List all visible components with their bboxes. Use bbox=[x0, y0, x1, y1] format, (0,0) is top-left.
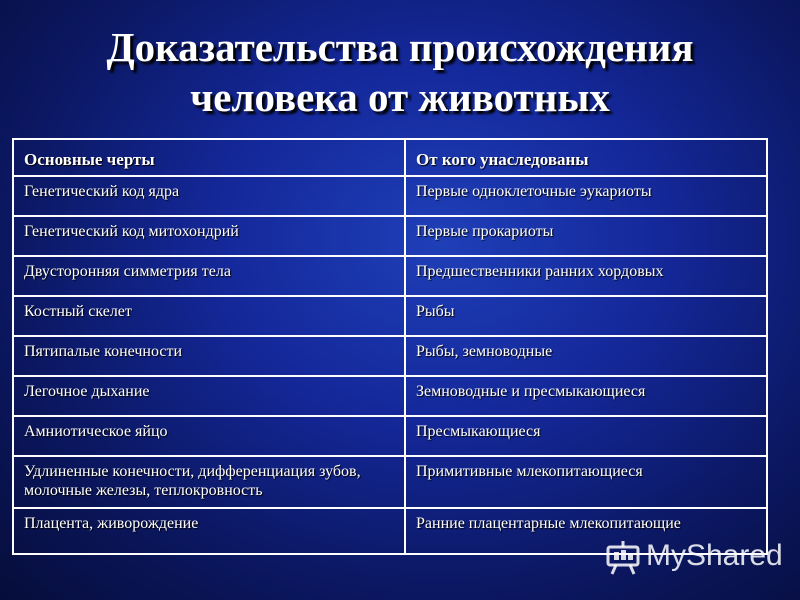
table-header-row bbox=[13, 139, 767, 176]
presentation-board-icon bbox=[606, 537, 640, 575]
table-row bbox=[13, 296, 767, 336]
slide-title-line-1: Доказательства происхождения bbox=[106, 24, 694, 70]
origin-cell: Первые одноклеточные эукариоты bbox=[405, 176, 767, 216]
myshared-watermark bbox=[606, 536, 786, 576]
table-row bbox=[13, 216, 767, 256]
slide-title-line-2: человека от животных bbox=[190, 74, 610, 120]
table-row bbox=[13, 336, 767, 376]
table-row bbox=[13, 256, 767, 296]
trait-cell: Удлиненные конечности, дифференциация зубов, молочные железы, теплокровность bbox=[13, 456, 405, 508]
trait-cell: Пятипалые конечности bbox=[13, 336, 405, 376]
origin-cell: Пресмыкающиеся bbox=[405, 416, 767, 456]
origin-cell: Предшественники ранних хордовых bbox=[405, 256, 767, 296]
trait-cell: Генетический код митохондрий bbox=[13, 216, 405, 256]
evidence-table bbox=[12, 138, 768, 555]
origin-cell: Рыбы, земноводные bbox=[405, 336, 767, 376]
origin-cell: Примитивные млекопитающиеся bbox=[405, 456, 767, 508]
table-row bbox=[13, 376, 767, 416]
trait-cell: Генетический код ядра bbox=[13, 176, 405, 216]
table-row bbox=[13, 176, 767, 216]
watermark-text: MyShared bbox=[646, 539, 783, 572]
header-traits: Основные черты bbox=[13, 139, 405, 176]
trait-cell: Амниотическое яйцо bbox=[13, 416, 405, 456]
origin-cell: Первые прокариоты bbox=[405, 216, 767, 256]
origin-cell: Земноводные и пресмыкающиеся bbox=[405, 376, 767, 416]
table-row bbox=[13, 456, 767, 508]
header-inherited-from: От кого унаследованы bbox=[405, 139, 767, 176]
trait-cell: Плацента, живорождение bbox=[13, 508, 405, 554]
trait-cell: Костный скелет bbox=[13, 296, 405, 336]
origin-cell: Ранние плацентарные млекопитающие bbox=[405, 508, 767, 554]
slide-title bbox=[0, 22, 800, 122]
origin-cell: Рыбы bbox=[405, 296, 767, 336]
table-row bbox=[13, 416, 767, 456]
trait-cell: Легочное дыхание bbox=[13, 376, 405, 416]
trait-cell: Двусторонняя симметрия тела bbox=[13, 256, 405, 296]
